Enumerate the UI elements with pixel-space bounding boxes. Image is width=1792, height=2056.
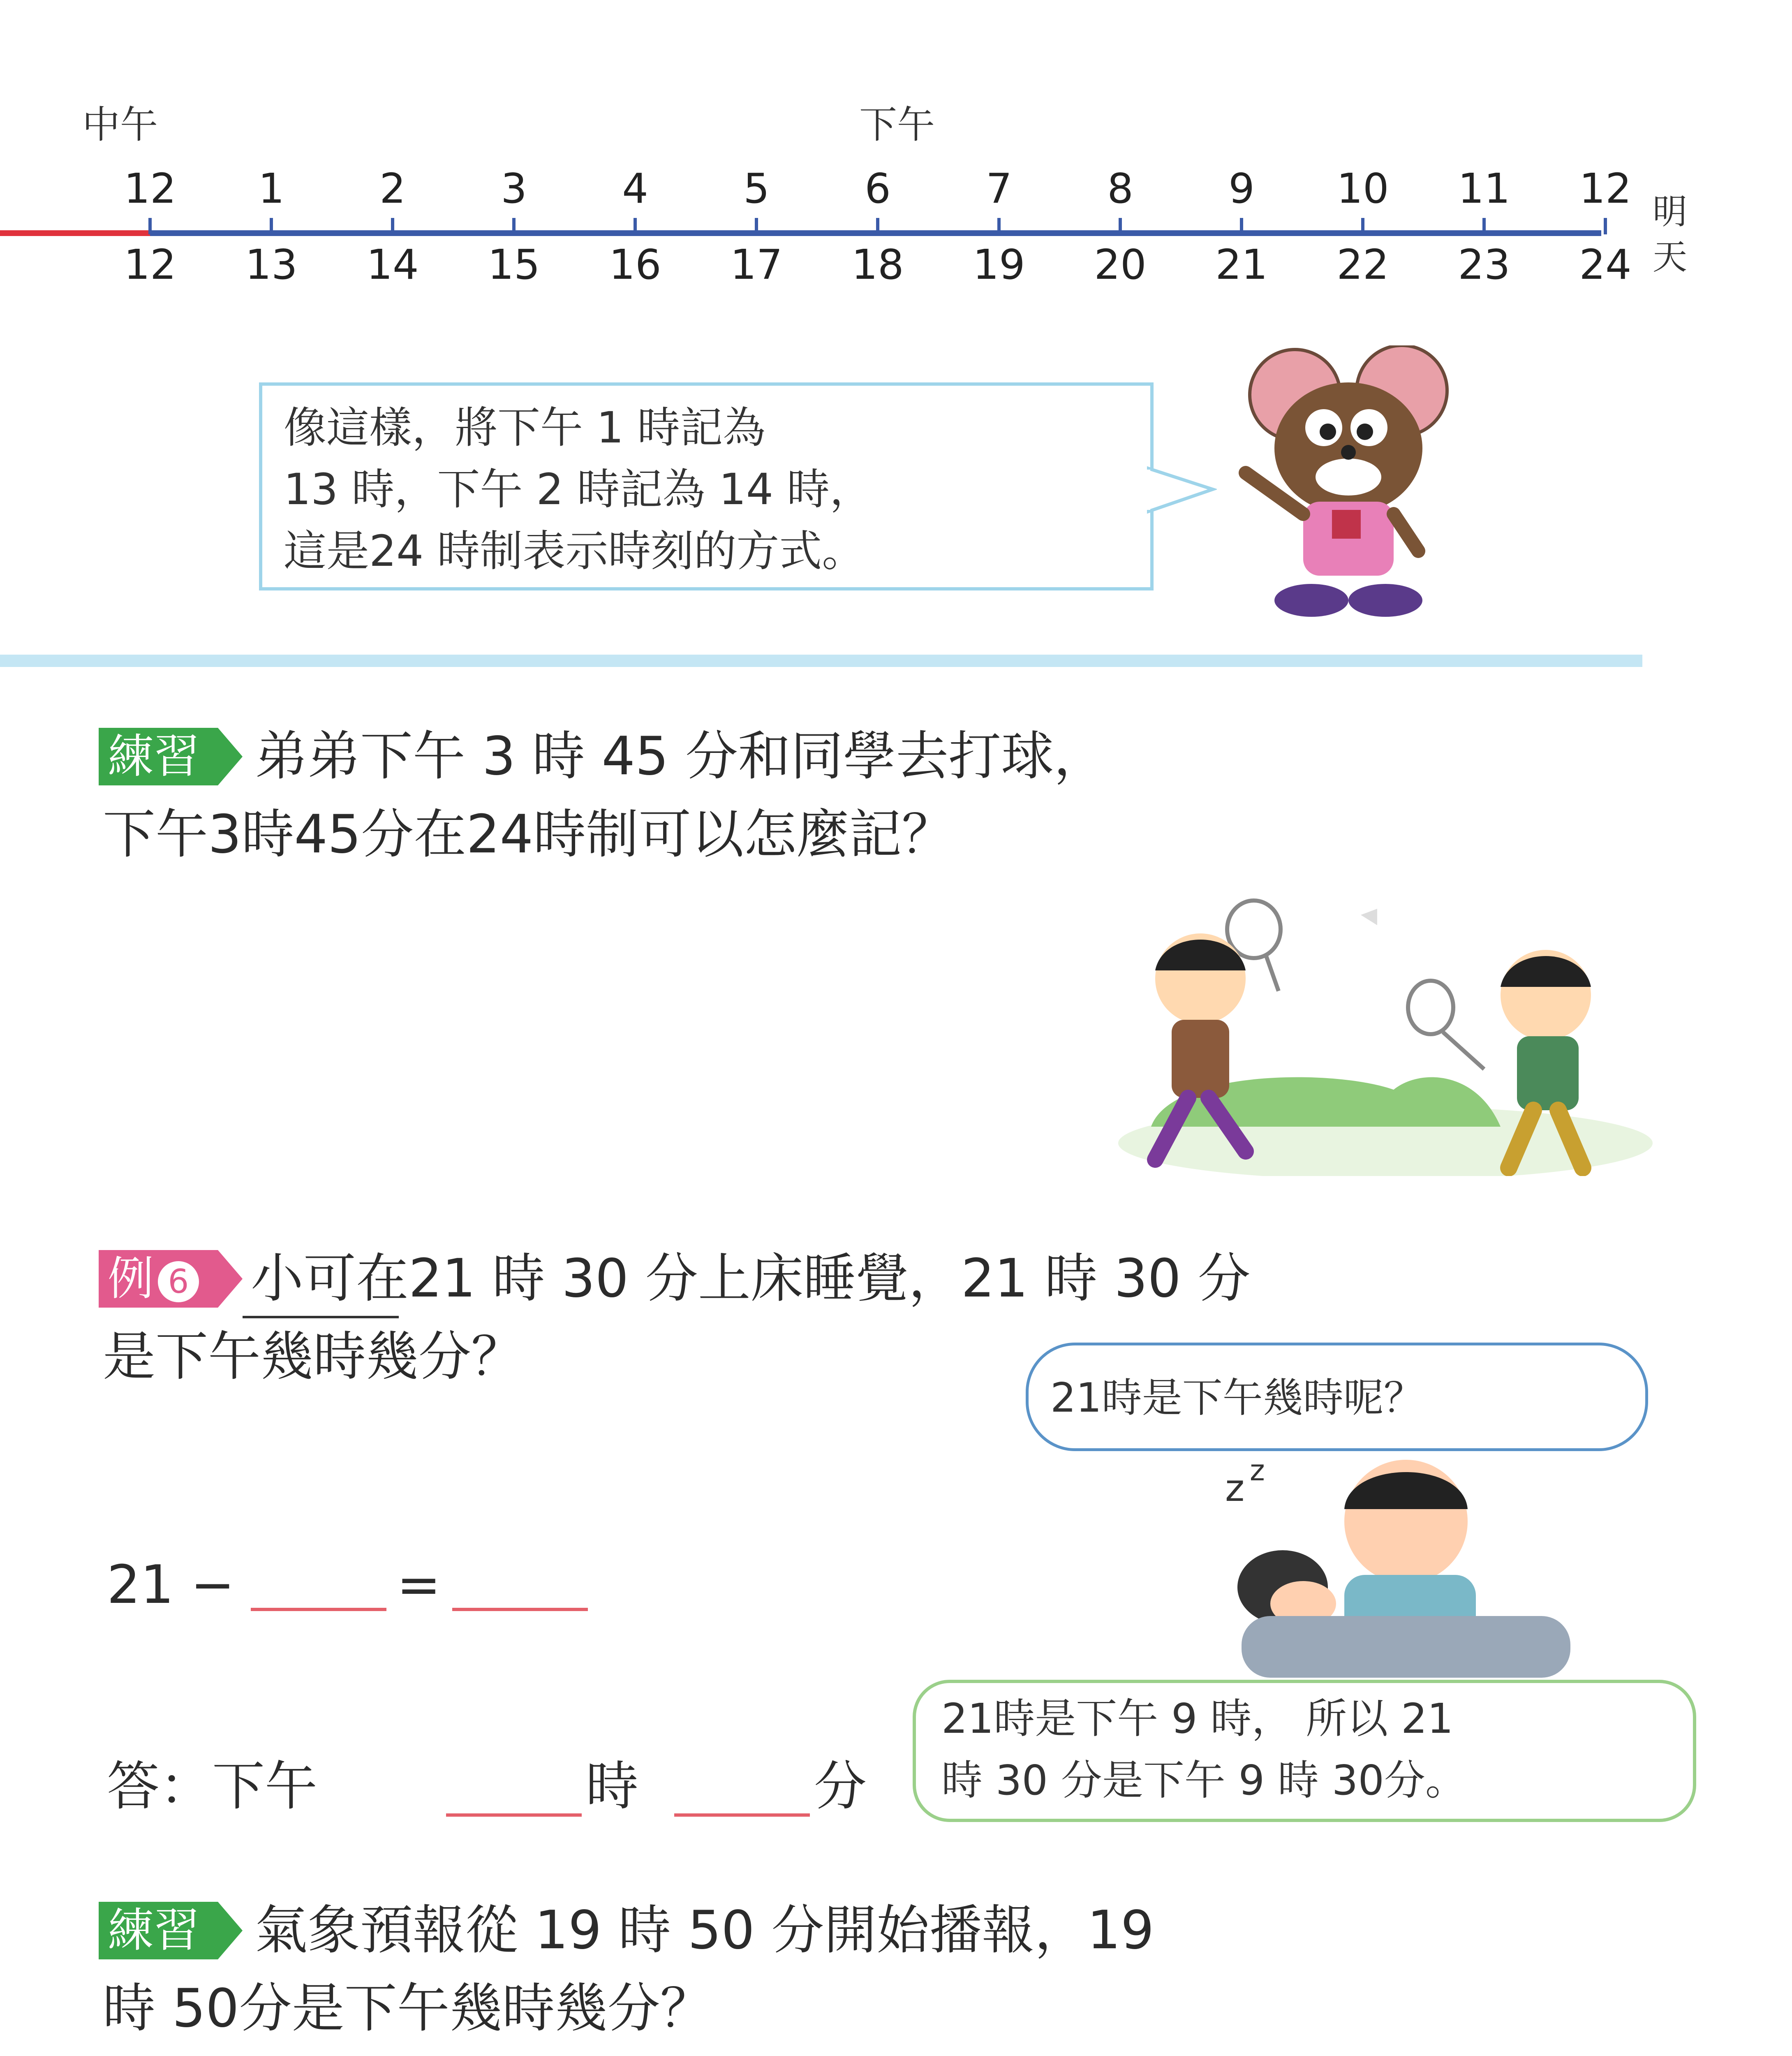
svg-text:z: z xyxy=(1250,1454,1265,1487)
example-tag-arrow xyxy=(218,1250,243,1308)
timeline-top-tick-label: 8 xyxy=(1107,164,1133,213)
hint-line-2: 時 30 分是下午 9 時 30分。 xyxy=(941,1756,1467,1804)
timeline-top-tick-label: 11 xyxy=(1458,164,1510,213)
timeline-blue-segment xyxy=(150,230,1601,236)
svg-text:z: z xyxy=(1225,1467,1245,1510)
timeline-bottom-tick-label: 16 xyxy=(609,241,661,289)
timeline-label-tomorrow: 明天 xyxy=(1653,192,1688,277)
timeline-top-tick-label: 12 xyxy=(1579,164,1632,213)
practice-2-line-2: 時 50分是下午幾時幾分？ xyxy=(103,1978,713,2039)
timeline-bottom-tick-label: 23 xyxy=(1458,241,1510,289)
timeline-bottom-tick-label: 22 xyxy=(1336,241,1389,289)
practice-tag-1: 練習 xyxy=(99,728,218,785)
practice-tag-1-arrow xyxy=(218,728,243,785)
timeline-tick-mark xyxy=(876,218,879,234)
timeline-bottom-tick-label: 19 xyxy=(973,241,1025,289)
timeline-bottom-tick-label: 18 xyxy=(851,241,904,289)
timeline-top-tick-label: 12 xyxy=(124,164,176,213)
bubble-line-3: 這是24 時制表示時刻的方式。 xyxy=(284,526,865,576)
practice-1-line-2: 下午3時45分在24時制可以怎麼記？ xyxy=(103,804,955,865)
answer-blank-hour[interactable] xyxy=(446,1813,582,1817)
thought-cloud-text: 21時是下午幾時呢？ xyxy=(1050,1375,1424,1422)
badminton-illustration xyxy=(1015,896,1657,1176)
timeline-top-tick-label: 1 xyxy=(258,164,284,213)
equation-equals: = xyxy=(397,1554,441,1616)
timeline-tick-mark xyxy=(1119,218,1122,234)
timeline-top-tick-label: 9 xyxy=(1228,164,1255,213)
equation-left: 21 − xyxy=(107,1554,235,1616)
timeline-label-afternoon: 下午 xyxy=(859,103,935,147)
answer-minute-unit: 分 xyxy=(814,1756,867,1817)
section-divider xyxy=(0,655,1642,667)
example-tag xyxy=(99,1250,218,1308)
timeline-bottom-tick-label: 20 xyxy=(1094,241,1147,289)
timeline-tick-mark xyxy=(1240,218,1243,234)
answer-hour-unit: 時 xyxy=(586,1756,639,1817)
timeline-bottom-tick-label: 15 xyxy=(488,241,540,289)
timeline-top-tick-label: 5 xyxy=(743,164,770,213)
timeline-top-tick-label: 10 xyxy=(1336,164,1389,213)
timeline-bottom-tick-label: 13 xyxy=(245,241,298,289)
timeline-tick-mark xyxy=(1604,218,1607,234)
equation-blank-2[interactable] xyxy=(452,1608,588,1611)
bubble-line-1: 像這樣，將下午 1 時記為 xyxy=(284,403,766,453)
timeline-top-tick-label: 6 xyxy=(865,164,891,213)
mouse-character-illustration xyxy=(1229,345,1492,625)
timeline-red-segment xyxy=(0,230,150,236)
bubble-line-2: 13 時，下午 2 時記為 14 時， xyxy=(284,464,873,514)
hint-line-1: 21時是下午 9 時， 所以 21 xyxy=(941,1695,1454,1743)
practice-1-line-1: 弟弟下午 3 時 45 分和同學去打球， xyxy=(255,726,1107,787)
timeline-tick-mark xyxy=(270,218,273,234)
answer-blank-minute[interactable] xyxy=(674,1813,810,1817)
timeline-tick-mark xyxy=(1482,218,1486,234)
practice-tag-2-arrow xyxy=(218,1902,243,1959)
example-line-1: 小可在21 時 30 分上床睡覺，21 時 30 分 xyxy=(251,1248,1251,1309)
timeline-tick-mark xyxy=(1361,218,1364,234)
example-line-2: 是下午幾時幾分？ xyxy=(103,1326,524,1387)
timeline-top-tick-label: 4 xyxy=(622,164,648,213)
timeline-top-tick-label: 7 xyxy=(986,164,1012,213)
timeline-tick-mark xyxy=(148,218,152,234)
father-and-sleeping-child-illustration xyxy=(1200,1452,1653,1682)
timeline-bottom-tick-label: 12 xyxy=(124,241,176,289)
timeline-tick-mark xyxy=(512,218,516,234)
timeline-tick-mark xyxy=(391,218,394,234)
timeline-bottom-tick-label: 24 xyxy=(1579,241,1632,289)
bubble-pointer xyxy=(1147,465,1217,518)
timeline-bottom-tick-label: 14 xyxy=(366,241,419,289)
timeline-tick-mark xyxy=(755,218,758,234)
timeline-top-tick-label: 2 xyxy=(379,164,406,213)
timeline-top-tick-label: 3 xyxy=(501,164,527,213)
practice-2-line-1: 氣象預報從 19 時 50 分開始播報，19 xyxy=(255,1900,1154,1961)
timeline-bottom-tick-label: 17 xyxy=(730,241,783,289)
example-number: 6 xyxy=(158,1261,199,1302)
equation-blank-1[interactable] xyxy=(251,1608,386,1611)
timeline-tick-mark xyxy=(634,218,637,234)
practice-tag-2: 練習 xyxy=(99,1902,218,1959)
timeline-bottom-tick-label: 21 xyxy=(1215,241,1268,289)
timeline-label-noon: 中午 xyxy=(82,103,158,147)
example-tag-label: 例 xyxy=(108,1252,154,1306)
answer-prefix: 答：下午 xyxy=(107,1756,318,1817)
timeline-tick-mark xyxy=(997,218,1001,234)
